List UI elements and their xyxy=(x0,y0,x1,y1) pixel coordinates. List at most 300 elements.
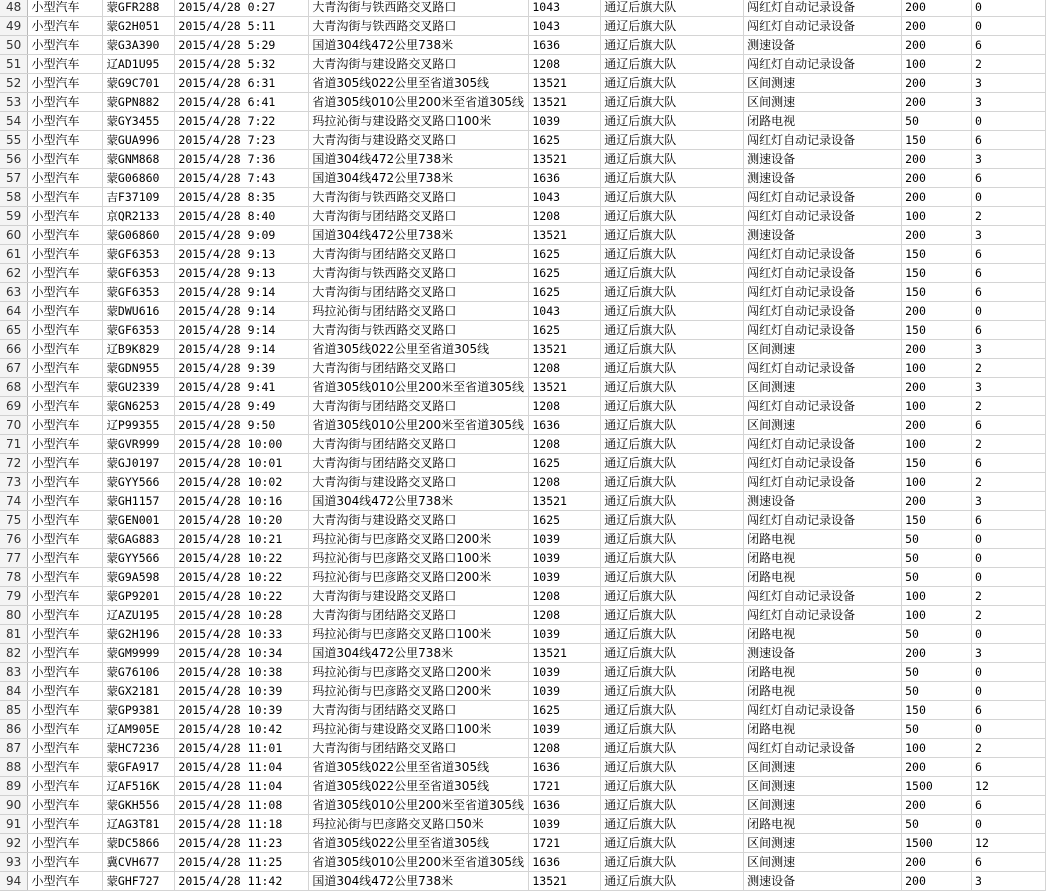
code-cell[interactable]: 1208 xyxy=(529,397,601,416)
location-cell[interactable]: 大青沟街与建设路交叉路口 xyxy=(309,131,529,150)
device-cell[interactable]: 闯红灯自动记录设备 xyxy=(744,739,902,758)
location-cell[interactable]: 省道305线022公里至省道305线 xyxy=(309,758,529,777)
vehicle-type-cell[interactable]: 小型汽车 xyxy=(28,549,103,568)
location-cell[interactable]: 省道305线022公里至省道305线 xyxy=(309,74,529,93)
datetime-cell[interactable]: 2015/4/28 9:39 xyxy=(175,359,309,378)
fine-cell[interactable]: 50 xyxy=(902,663,972,682)
points-cell[interactable]: 2 xyxy=(972,739,1046,758)
code-cell[interactable]: 1039 xyxy=(529,663,601,682)
vehicle-type-cell[interactable]: 小型汽车 xyxy=(28,131,103,150)
code-cell[interactable]: 13521 xyxy=(529,378,601,397)
vehicle-type-cell[interactable]: 小型汽车 xyxy=(28,587,103,606)
location-cell[interactable]: 国道304线472公里738米 xyxy=(309,150,529,169)
device-cell[interactable]: 闯红灯自动记录设备 xyxy=(744,188,902,207)
unit-cell[interactable]: 通辽后旗大队 xyxy=(601,416,744,435)
datetime-cell[interactable]: 2015/4/28 9:09 xyxy=(175,226,309,245)
row-header[interactable]: 88 xyxy=(0,758,28,777)
plate-number-cell[interactable]: 蒙GDN955 xyxy=(103,359,175,378)
datetime-cell[interactable]: 2015/4/28 11:42 xyxy=(175,872,309,891)
points-cell[interactable]: 3 xyxy=(972,340,1046,359)
vehicle-type-cell[interactable]: 小型汽车 xyxy=(28,435,103,454)
device-cell[interactable]: 闭路电视 xyxy=(744,663,902,682)
points-cell[interactable]: 0 xyxy=(972,302,1046,321)
device-cell[interactable]: 闯红灯自动记录设备 xyxy=(744,473,902,492)
code-cell[interactable]: 13521 xyxy=(529,492,601,511)
datetime-cell[interactable]: 2015/4/28 10:39 xyxy=(175,682,309,701)
location-cell[interactable]: 大青沟街与团结路交叉路口 xyxy=(309,739,529,758)
code-cell[interactable]: 13521 xyxy=(529,74,601,93)
unit-cell[interactable]: 通辽后旗大队 xyxy=(601,302,744,321)
unit-cell[interactable]: 通辽后旗大队 xyxy=(601,321,744,340)
vehicle-type-cell[interactable]: 小型汽车 xyxy=(28,93,103,112)
device-cell[interactable]: 区间测速 xyxy=(744,796,902,815)
unit-cell[interactable]: 通辽后旗大队 xyxy=(601,131,744,150)
unit-cell[interactable]: 通辽后旗大队 xyxy=(601,0,744,17)
row-header[interactable]: 80 xyxy=(0,606,28,625)
datetime-cell[interactable]: 2015/4/28 5:29 xyxy=(175,36,309,55)
points-cell[interactable]: 3 xyxy=(972,150,1046,169)
fine-cell[interactable]: 100 xyxy=(902,359,972,378)
fine-cell[interactable]: 200 xyxy=(902,17,972,36)
plate-number-cell[interactable]: 蒙G76106 xyxy=(103,663,175,682)
row-header[interactable]: 61 xyxy=(0,245,28,264)
plate-number-cell[interactable]: 蒙GN6253 xyxy=(103,397,175,416)
row-header[interactable]: 64 xyxy=(0,302,28,321)
plate-number-cell[interactable]: 辽AZU195 xyxy=(103,606,175,625)
location-cell[interactable]: 国道304线472公里738米 xyxy=(309,644,529,663)
device-cell[interactable]: 闯红灯自动记录设备 xyxy=(744,359,902,378)
points-cell[interactable]: 6 xyxy=(972,454,1046,473)
points-cell[interactable]: 6 xyxy=(972,321,1046,340)
code-cell[interactable]: 13521 xyxy=(529,150,601,169)
location-cell[interactable]: 国道304线472公里738米 xyxy=(309,872,529,891)
fine-cell[interactable]: 200 xyxy=(902,36,972,55)
fine-cell[interactable]: 100 xyxy=(902,435,972,454)
unit-cell[interactable]: 通辽后旗大队 xyxy=(601,188,744,207)
fine-cell[interactable]: 200 xyxy=(902,872,972,891)
unit-cell[interactable]: 通辽后旗大队 xyxy=(601,36,744,55)
device-cell[interactable]: 闯红灯自动记录设备 xyxy=(744,606,902,625)
row-header[interactable]: 62 xyxy=(0,264,28,283)
code-cell[interactable]: 1039 xyxy=(529,720,601,739)
points-cell[interactable]: 2 xyxy=(972,435,1046,454)
fine-cell[interactable]: 200 xyxy=(902,169,972,188)
points-cell[interactable]: 6 xyxy=(972,511,1046,530)
plate-number-cell[interactable]: 蒙G06860 xyxy=(103,169,175,188)
code-cell[interactable]: 13521 xyxy=(529,872,601,891)
location-cell[interactable]: 省道305线022公里至省道305线 xyxy=(309,834,529,853)
code-cell[interactable]: 1636 xyxy=(529,853,601,872)
plate-number-cell[interactable]: 蒙GJ0197 xyxy=(103,454,175,473)
datetime-cell[interactable]: 2015/4/28 9:14 xyxy=(175,321,309,340)
datetime-cell[interactable]: 2015/4/28 9:14 xyxy=(175,302,309,321)
device-cell[interactable]: 测速设备 xyxy=(744,169,902,188)
points-cell[interactable]: 6 xyxy=(972,169,1046,188)
points-cell[interactable]: 6 xyxy=(972,264,1046,283)
code-cell[interactable]: 1208 xyxy=(529,587,601,606)
location-cell[interactable]: 大青沟街与团结路交叉路口 xyxy=(309,606,529,625)
datetime-cell[interactable]: 2015/4/28 11:25 xyxy=(175,853,309,872)
device-cell[interactable]: 闭路电视 xyxy=(744,720,902,739)
unit-cell[interactable]: 通辽后旗大队 xyxy=(601,359,744,378)
unit-cell[interactable]: 通辽后旗大队 xyxy=(601,454,744,473)
datetime-cell[interactable]: 2015/4/28 10:22 xyxy=(175,587,309,606)
plate-number-cell[interactable]: 蒙G06860 xyxy=(103,226,175,245)
fine-cell[interactable]: 150 xyxy=(902,321,972,340)
unit-cell[interactable]: 通辽后旗大队 xyxy=(601,283,744,302)
unit-cell[interactable]: 通辽后旗大队 xyxy=(601,777,744,796)
fine-cell[interactable]: 150 xyxy=(902,511,972,530)
device-cell[interactable]: 闯红灯自动记录设备 xyxy=(744,55,902,74)
points-cell[interactable]: 0 xyxy=(972,663,1046,682)
row-header[interactable]: 92 xyxy=(0,834,28,853)
device-cell[interactable]: 闭路电视 xyxy=(744,549,902,568)
device-cell[interactable]: 闭路电视 xyxy=(744,112,902,131)
points-cell[interactable]: 6 xyxy=(972,416,1046,435)
row-header[interactable]: 51 xyxy=(0,55,28,74)
fine-cell[interactable]: 100 xyxy=(902,739,972,758)
device-cell[interactable]: 闯红灯自动记录设备 xyxy=(744,131,902,150)
location-cell[interactable]: 国道304线472公里738米 xyxy=(309,226,529,245)
fine-cell[interactable]: 100 xyxy=(902,606,972,625)
unit-cell[interactable]: 通辽后旗大队 xyxy=(601,264,744,283)
fine-cell[interactable]: 200 xyxy=(902,93,972,112)
code-cell[interactable]: 1625 xyxy=(529,701,601,720)
fine-cell[interactable]: 200 xyxy=(902,150,972,169)
location-cell[interactable]: 玛拉沁街与巴彦路交叉路口200米 xyxy=(309,682,529,701)
fine-cell[interactable]: 150 xyxy=(902,245,972,264)
plate-number-cell[interactable]: 蒙GHF727 xyxy=(103,872,175,891)
location-cell[interactable]: 大青沟街与铁西路交叉路口 xyxy=(309,188,529,207)
row-header[interactable]: 60 xyxy=(0,226,28,245)
datetime-cell[interactable]: 2015/4/28 10:22 xyxy=(175,568,309,587)
plate-number-cell[interactable]: 蒙G9A598 xyxy=(103,568,175,587)
unit-cell[interactable]: 通辽后旗大队 xyxy=(601,872,744,891)
code-cell[interactable]: 1625 xyxy=(529,454,601,473)
unit-cell[interactable]: 通辽后旗大队 xyxy=(601,796,744,815)
code-cell[interactable]: 1039 xyxy=(529,815,601,834)
unit-cell[interactable]: 通辽后旗大队 xyxy=(601,625,744,644)
vehicle-type-cell[interactable]: 小型汽车 xyxy=(28,663,103,682)
points-cell[interactable]: 2 xyxy=(972,606,1046,625)
unit-cell[interactable]: 通辽后旗大队 xyxy=(601,435,744,454)
datetime-cell[interactable]: 2015/4/28 10:22 xyxy=(175,549,309,568)
row-header[interactable]: 55 xyxy=(0,131,28,150)
fine-cell[interactable]: 50 xyxy=(902,625,972,644)
row-header[interactable]: 74 xyxy=(0,492,28,511)
vehicle-type-cell[interactable]: 小型汽车 xyxy=(28,473,103,492)
points-cell[interactable]: 6 xyxy=(972,283,1046,302)
location-cell[interactable]: 省道305线010公里200米至省道305线 xyxy=(309,93,529,112)
plate-number-cell[interactable]: 蒙GUA996 xyxy=(103,131,175,150)
plate-number-cell[interactable]: 辽AD1U95 xyxy=(103,55,175,74)
code-cell[interactable]: 1208 xyxy=(529,606,601,625)
fine-cell[interactable]: 50 xyxy=(902,549,972,568)
device-cell[interactable]: 闯红灯自动记录设备 xyxy=(744,435,902,454)
code-cell[interactable]: 1039 xyxy=(529,549,601,568)
location-cell[interactable]: 大青沟街与团结路交叉路口 xyxy=(309,435,529,454)
vehicle-type-cell[interactable]: 小型汽车 xyxy=(28,720,103,739)
fine-cell[interactable]: 1500 xyxy=(902,777,972,796)
vehicle-type-cell[interactable]: 小型汽车 xyxy=(28,815,103,834)
device-cell[interactable]: 区间测速 xyxy=(744,777,902,796)
vehicle-type-cell[interactable]: 小型汽车 xyxy=(28,207,103,226)
points-cell[interactable]: 6 xyxy=(972,131,1046,150)
plate-number-cell[interactable]: 蒙GH1157 xyxy=(103,492,175,511)
datetime-cell[interactable]: 2015/4/28 9:13 xyxy=(175,264,309,283)
fine-cell[interactable]: 150 xyxy=(902,701,972,720)
location-cell[interactable]: 大青沟街与团结路交叉路口 xyxy=(309,701,529,720)
plate-number-cell[interactable]: 蒙GX2181 xyxy=(103,682,175,701)
plate-number-cell[interactable]: 蒙GFR288 xyxy=(103,0,175,17)
row-header[interactable]: 49 xyxy=(0,17,28,36)
vehicle-type-cell[interactable]: 小型汽车 xyxy=(28,226,103,245)
vehicle-type-cell[interactable]: 小型汽车 xyxy=(28,36,103,55)
points-cell[interactable]: 0 xyxy=(972,112,1046,131)
datetime-cell[interactable]: 2015/4/28 10:42 xyxy=(175,720,309,739)
plate-number-cell[interactable]: 蒙GY3455 xyxy=(103,112,175,131)
vehicle-type-cell[interactable]: 小型汽车 xyxy=(28,644,103,663)
datetime-cell[interactable]: 2015/4/28 5:32 xyxy=(175,55,309,74)
fine-cell[interactable]: 200 xyxy=(902,492,972,511)
vehicle-type-cell[interactable]: 小型汽车 xyxy=(28,454,103,473)
plate-number-cell[interactable]: 蒙GEN001 xyxy=(103,511,175,530)
unit-cell[interactable]: 通辽后旗大队 xyxy=(601,17,744,36)
location-cell[interactable]: 大青沟街与团结路交叉路口 xyxy=(309,397,529,416)
plate-number-cell[interactable]: 蒙DWU616 xyxy=(103,302,175,321)
row-header[interactable]: 58 xyxy=(0,188,28,207)
device-cell[interactable]: 闯红灯自动记录设备 xyxy=(744,454,902,473)
datetime-cell[interactable]: 2015/4/28 9:14 xyxy=(175,340,309,359)
row-header[interactable]: 77 xyxy=(0,549,28,568)
row-header[interactable]: 84 xyxy=(0,682,28,701)
vehicle-type-cell[interactable]: 小型汽车 xyxy=(28,321,103,340)
location-cell[interactable]: 大青沟街与建设路交叉路口 xyxy=(309,587,529,606)
fine-cell[interactable]: 200 xyxy=(902,188,972,207)
vehicle-type-cell[interactable]: 小型汽车 xyxy=(28,302,103,321)
unit-cell[interactable]: 通辽后旗大队 xyxy=(601,834,744,853)
code-cell[interactable]: 1636 xyxy=(529,169,601,188)
datetime-cell[interactable]: 2015/4/28 9:13 xyxy=(175,245,309,264)
datetime-cell[interactable]: 2015/4/28 9:41 xyxy=(175,378,309,397)
device-cell[interactable]: 闯红灯自动记录设备 xyxy=(744,207,902,226)
fine-cell[interactable]: 200 xyxy=(902,378,972,397)
plate-number-cell[interactable]: 辽B9K829 xyxy=(103,340,175,359)
location-cell[interactable]: 玛拉沁街与巴彦路交叉路口100米 xyxy=(309,625,529,644)
unit-cell[interactable]: 通辽后旗大队 xyxy=(601,815,744,834)
datetime-cell[interactable]: 2015/4/28 6:41 xyxy=(175,93,309,112)
plate-number-cell[interactable]: 蒙G9C701 xyxy=(103,74,175,93)
unit-cell[interactable]: 通辽后旗大队 xyxy=(601,739,744,758)
device-cell[interactable]: 区间测速 xyxy=(744,416,902,435)
unit-cell[interactable]: 通辽后旗大队 xyxy=(601,473,744,492)
datetime-cell[interactable]: 2015/4/28 6:31 xyxy=(175,74,309,93)
code-cell[interactable]: 1208 xyxy=(529,359,601,378)
code-cell[interactable]: 1043 xyxy=(529,302,601,321)
fine-cell[interactable]: 100 xyxy=(902,55,972,74)
vehicle-type-cell[interactable]: 小型汽车 xyxy=(28,264,103,283)
unit-cell[interactable]: 通辽后旗大队 xyxy=(601,226,744,245)
code-cell[interactable]: 1721 xyxy=(529,777,601,796)
plate-number-cell[interactable]: 蒙GF6353 xyxy=(103,283,175,302)
plate-number-cell[interactable]: 蒙GYY566 xyxy=(103,549,175,568)
code-cell[interactable]: 1039 xyxy=(529,682,601,701)
points-cell[interactable]: 6 xyxy=(972,701,1046,720)
row-header[interactable]: 53 xyxy=(0,93,28,112)
code-cell[interactable]: 1625 xyxy=(529,321,601,340)
location-cell[interactable]: 省道305线022公里至省道305线 xyxy=(309,777,529,796)
datetime-cell[interactable]: 2015/4/28 11:23 xyxy=(175,834,309,853)
device-cell[interactable]: 闯红灯自动记录设备 xyxy=(744,17,902,36)
vehicle-type-cell[interactable]: 小型汽车 xyxy=(28,492,103,511)
unit-cell[interactable]: 通辽后旗大队 xyxy=(601,549,744,568)
plate-number-cell[interactable]: 蒙GF6353 xyxy=(103,245,175,264)
vehicle-type-cell[interactable]: 小型汽车 xyxy=(28,112,103,131)
vehicle-type-cell[interactable]: 小型汽车 xyxy=(28,150,103,169)
unit-cell[interactable]: 通辽后旗大队 xyxy=(601,587,744,606)
location-cell[interactable]: 省道305线010公里200米至省道305线 xyxy=(309,378,529,397)
vehicle-type-cell[interactable]: 小型汽车 xyxy=(28,283,103,302)
plate-number-cell[interactable]: 蒙G2H196 xyxy=(103,625,175,644)
location-cell[interactable]: 国道304线472公里738米 xyxy=(309,36,529,55)
fine-cell[interactable]: 200 xyxy=(902,226,972,245)
code-cell[interactable]: 1039 xyxy=(529,625,601,644)
row-header[interactable]: 67 xyxy=(0,359,28,378)
code-cell[interactable]: 1625 xyxy=(529,283,601,302)
device-cell[interactable]: 测速设备 xyxy=(744,492,902,511)
datetime-cell[interactable]: 2015/4/28 7:23 xyxy=(175,131,309,150)
plate-number-cell[interactable]: 蒙GAG883 xyxy=(103,530,175,549)
location-cell[interactable]: 大青沟街与建设路交叉路口 xyxy=(309,473,529,492)
row-header[interactable]: 56 xyxy=(0,150,28,169)
plate-number-cell[interactable]: 蒙GM9999 xyxy=(103,644,175,663)
fine-cell[interactable]: 200 xyxy=(902,302,972,321)
plate-number-cell[interactable]: 蒙G3A390 xyxy=(103,36,175,55)
vehicle-type-cell[interactable]: 小型汽车 xyxy=(28,625,103,644)
points-cell[interactable]: 0 xyxy=(972,549,1046,568)
device-cell[interactable]: 区间测速 xyxy=(744,93,902,112)
plate-number-cell[interactable]: 蒙GFA917 xyxy=(103,758,175,777)
datetime-cell[interactable]: 2015/4/28 7:36 xyxy=(175,150,309,169)
points-cell[interactable]: 6 xyxy=(972,245,1046,264)
points-cell[interactable]: 0 xyxy=(972,17,1046,36)
vehicle-type-cell[interactable]: 小型汽车 xyxy=(28,872,103,891)
points-cell[interactable]: 2 xyxy=(972,397,1046,416)
datetime-cell[interactable]: 2015/4/28 11:08 xyxy=(175,796,309,815)
unit-cell[interactable]: 通辽后旗大队 xyxy=(601,169,744,188)
unit-cell[interactable]: 通辽后旗大队 xyxy=(601,663,744,682)
plate-number-cell[interactable]: 辽AG3T81 xyxy=(103,815,175,834)
location-cell[interactable]: 省道305线022公里至省道305线 xyxy=(309,340,529,359)
fine-cell[interactable]: 50 xyxy=(902,112,972,131)
plate-number-cell[interactable]: 蒙GP9381 xyxy=(103,701,175,720)
row-header[interactable]: 78 xyxy=(0,568,28,587)
points-cell[interactable]: 12 xyxy=(972,834,1046,853)
unit-cell[interactable]: 通辽后旗大队 xyxy=(601,112,744,131)
plate-number-cell[interactable]: 辽AM905E xyxy=(103,720,175,739)
datetime-cell[interactable]: 2015/4/28 7:22 xyxy=(175,112,309,131)
device-cell[interactable]: 测速设备 xyxy=(744,872,902,891)
unit-cell[interactable]: 通辽后旗大队 xyxy=(601,340,744,359)
vehicle-type-cell[interactable]: 小型汽车 xyxy=(28,701,103,720)
code-cell[interactable]: 1636 xyxy=(529,36,601,55)
row-header[interactable]: 87 xyxy=(0,739,28,758)
code-cell[interactable]: 1625 xyxy=(529,245,601,264)
row-header[interactable]: 94 xyxy=(0,872,28,891)
code-cell[interactable]: 1043 xyxy=(529,0,601,17)
vehicle-type-cell[interactable]: 小型汽车 xyxy=(28,511,103,530)
datetime-cell[interactable]: 2015/4/28 10:33 xyxy=(175,625,309,644)
plate-number-cell[interactable]: 蒙GF6353 xyxy=(103,321,175,340)
code-cell[interactable]: 1039 xyxy=(529,568,601,587)
device-cell[interactable]: 区间测速 xyxy=(744,834,902,853)
datetime-cell[interactable]: 2015/4/28 10:01 xyxy=(175,454,309,473)
vehicle-type-cell[interactable]: 小型汽车 xyxy=(28,758,103,777)
vehicle-type-cell[interactable]: 小型汽车 xyxy=(28,777,103,796)
location-cell[interactable]: 大青沟街与铁西路交叉路口 xyxy=(309,17,529,36)
fine-cell[interactable]: 100 xyxy=(902,207,972,226)
points-cell[interactable]: 0 xyxy=(972,815,1046,834)
device-cell[interactable]: 闭路电视 xyxy=(744,568,902,587)
datetime-cell[interactable]: 2015/4/28 9:50 xyxy=(175,416,309,435)
location-cell[interactable]: 省道305线010公里200米至省道305线 xyxy=(309,796,529,815)
row-header[interactable]: 73 xyxy=(0,473,28,492)
datetime-cell[interactable]: 2015/4/28 10:16 xyxy=(175,492,309,511)
fine-cell[interactable]: 200 xyxy=(902,644,972,663)
vehicle-type-cell[interactable]: 小型汽车 xyxy=(28,853,103,872)
row-header[interactable]: 93 xyxy=(0,853,28,872)
vehicle-type-cell[interactable]: 小型汽车 xyxy=(28,169,103,188)
code-cell[interactable]: 1208 xyxy=(529,207,601,226)
unit-cell[interactable]: 通辽后旗大队 xyxy=(601,492,744,511)
row-header[interactable]: 75 xyxy=(0,511,28,530)
points-cell[interactable]: 2 xyxy=(972,55,1046,74)
location-cell[interactable]: 玛拉沁街与建设路交叉路口100米 xyxy=(309,112,529,131)
device-cell[interactable]: 闯红灯自动记录设备 xyxy=(744,245,902,264)
vehicle-type-cell[interactable]: 小型汽车 xyxy=(28,188,103,207)
location-cell[interactable]: 省道305线010公里200米至省道305线 xyxy=(309,416,529,435)
device-cell[interactable]: 闯红灯自动记录设备 xyxy=(744,283,902,302)
datetime-cell[interactable]: 2015/4/28 11:04 xyxy=(175,758,309,777)
unit-cell[interactable]: 通辽后旗大队 xyxy=(601,644,744,663)
unit-cell[interactable]: 通辽后旗大队 xyxy=(601,606,744,625)
row-header[interactable]: 81 xyxy=(0,625,28,644)
code-cell[interactable]: 1625 xyxy=(529,131,601,150)
code-cell[interactable]: 1625 xyxy=(529,264,601,283)
device-cell[interactable]: 区间测速 xyxy=(744,853,902,872)
points-cell[interactable]: 6 xyxy=(972,853,1046,872)
row-header[interactable]: 72 xyxy=(0,454,28,473)
row-header[interactable]: 57 xyxy=(0,169,28,188)
fine-cell[interactable]: 200 xyxy=(902,416,972,435)
code-cell[interactable]: 13521 xyxy=(529,340,601,359)
datetime-cell[interactable]: 2015/4/28 8:40 xyxy=(175,207,309,226)
location-cell[interactable]: 省道305线010公里200米至省道305线 xyxy=(309,853,529,872)
datetime-cell[interactable]: 2015/4/28 11:18 xyxy=(175,815,309,834)
row-header[interactable]: 50 xyxy=(0,36,28,55)
location-cell[interactable]: 玛拉沁街与巴彦路交叉路口200米 xyxy=(309,530,529,549)
plate-number-cell[interactable]: 吉F37109 xyxy=(103,188,175,207)
vehicle-type-cell[interactable]: 小型汽车 xyxy=(28,397,103,416)
row-header[interactable]: 48 xyxy=(0,0,28,17)
vehicle-type-cell[interactable]: 小型汽车 xyxy=(28,834,103,853)
vehicle-type-cell[interactable]: 小型汽车 xyxy=(28,606,103,625)
device-cell[interactable]: 闭路电视 xyxy=(744,625,902,644)
location-cell[interactable]: 大青沟街与铁西路交叉路口 xyxy=(309,0,529,17)
code-cell[interactable]: 1636 xyxy=(529,758,601,777)
row-header[interactable]: 83 xyxy=(0,663,28,682)
datetime-cell[interactable]: 2015/4/28 10:38 xyxy=(175,663,309,682)
